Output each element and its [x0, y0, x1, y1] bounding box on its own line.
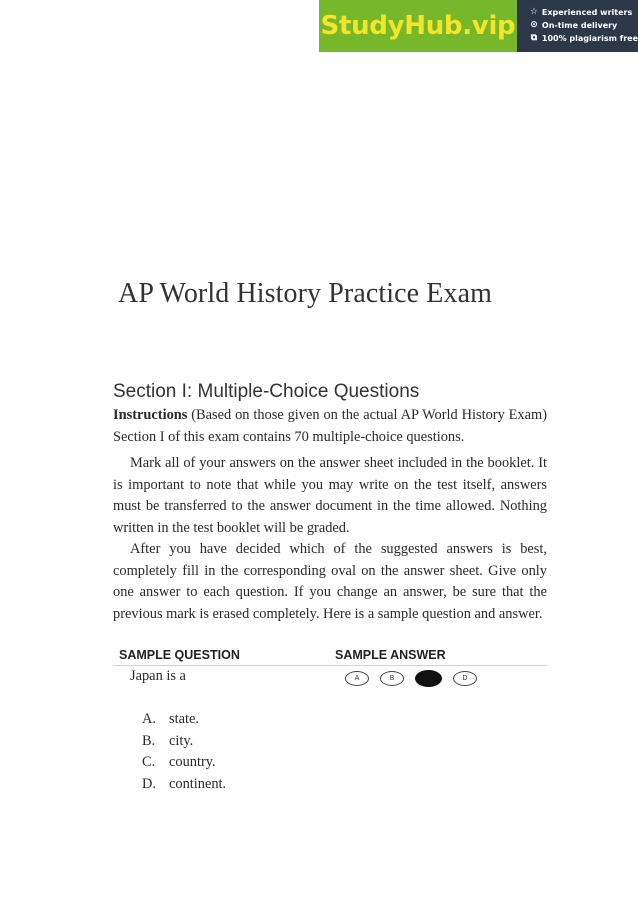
answer-options	[142, 709, 226, 795]
feature-label: On-time delivery	[541, 21, 618, 30]
fill-oval-paragraph: After you have decided which of the suggested answers is best, completely fill in the corresponding oval on the answer sheet. Give only one answer to each question. If you change an answer, be sure that the previous mark is erased completely. Here is a sample question and answer.	[113, 541, 547, 622]
option-text: continent.	[169, 775, 227, 792]
feature-label: Experienced writers	[541, 8, 633, 17]
list-item	[142, 752, 226, 774]
option-letter: A.	[142, 711, 156, 727]
instructions-text: (Based on those given on the actual AP World History Exam) Section I of this exam contains 70 multiple-choice questions.	[113, 407, 547, 445]
answer-bubble-b[interactable]: B	[380, 671, 404, 686]
list-item	[142, 774, 226, 796]
feature-experienced-writers	[529, 6, 638, 19]
sample-answer-header: SAMPLE ANSWER	[330, 648, 547, 666]
option-letter: C.	[142, 754, 156, 770]
section-heading: Section I: Multiple-Choice Questions	[113, 381, 420, 402]
answer-bubbles	[345, 671, 488, 687]
sample-question-text: Japan is a	[130, 668, 186, 684]
option-letter: B.	[142, 732, 156, 749]
instructions-label: Instructions	[113, 407, 188, 423]
option-text: city.	[169, 732, 194, 749]
feature-on-time-delivery	[529, 19, 638, 32]
list-item	[142, 731, 226, 753]
clock-icon: ⊙	[530, 20, 538, 30]
option-text: country.	[169, 754, 216, 770]
promo-banner[interactable]	[319, 0, 638, 52]
page-title: AP World History Practice Exam	[118, 278, 493, 309]
copy-icon: ⧉	[530, 33, 538, 43]
list-item	[142, 709, 226, 731]
answer-sheet-paragraph: Mark all of your answers on the answer sheet included in the booklet. It is important to note that while you may write on the test itself, answers must be transferred to the answer document in the time allowed. Nothing written in the test booklet will be graded.	[113, 455, 547, 536]
answer-bubble-d[interactable]: D	[453, 671, 477, 686]
star-icon: ☆	[529, 7, 538, 17]
option-letter: D.	[142, 775, 156, 792]
feature-label: 100% plagiarism free	[541, 34, 638, 43]
option-text: state.	[169, 711, 199, 727]
banner-features	[517, 0, 638, 52]
instructions-body	[113, 405, 547, 625]
answer-bubble-c-filled[interactable]	[415, 670, 442, 687]
instructions-paragraph	[113, 405, 547, 448]
studyhub-logo[interactable]: StudyHub.vip	[319, 0, 517, 52]
answer-bubble-a[interactable]: A	[345, 671, 369, 686]
sample-question-header: SAMPLE QUESTION	[113, 648, 331, 666]
feature-plagiarism-free	[529, 32, 638, 45]
